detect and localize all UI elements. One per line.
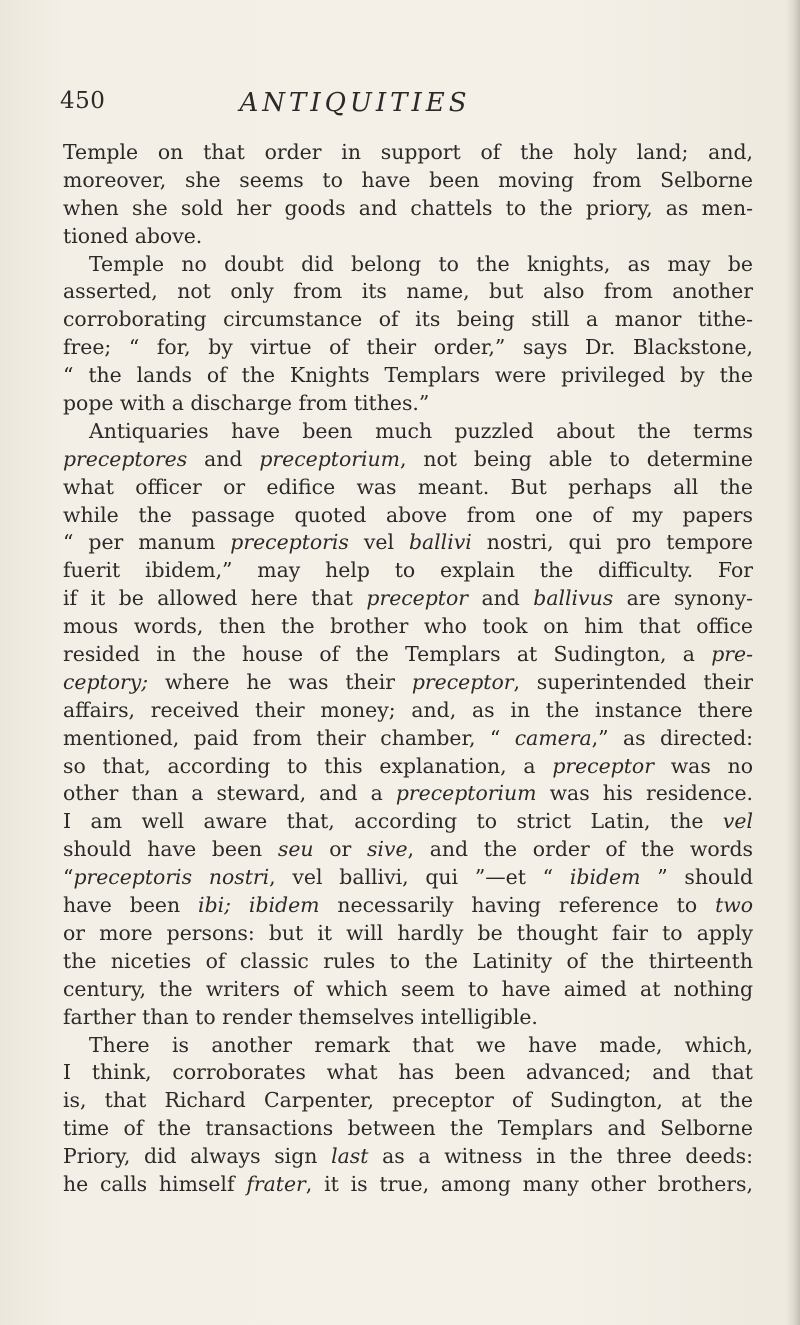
italic-text: ballivi — [408, 530, 472, 555]
italic-text: two — [715, 893, 753, 918]
text-span: , superintended their — [513, 669, 754, 694]
italic-text: pre- — [711, 642, 753, 667]
text-line — [63, 418, 753, 446]
text-line — [63, 836, 753, 864]
text-span: mentioned, paid from their chamber, “ — [63, 725, 515, 750]
text-line — [63, 780, 753, 808]
text-span: was his residence. — [536, 781, 753, 806]
italic-text: last — [331, 1144, 369, 1169]
text-span: what officer or edifice was meant. But perhaps all the — [63, 474, 753, 499]
text-span: when she sold her goods and chattels to the priory, as men- — [63, 195, 753, 220]
text-line — [63, 948, 753, 976]
text-line — [63, 753, 753, 781]
text-span: , not being able to determine — [399, 446, 753, 471]
text-line — [63, 1004, 753, 1032]
text-span: asserted, not only from its name, but also from another — [63, 279, 753, 304]
text-line — [63, 808, 753, 836]
text-line — [63, 1059, 753, 1087]
text-span: mous words, then the brother who took on him that office — [63, 614, 753, 639]
text-span: Temple on that order in support of the holy land; and, — [63, 140, 753, 164]
running-title: ANTIQUITIES — [239, 88, 471, 118]
text-span: , vel ballivi, qui ”—et “ — [269, 865, 570, 890]
text-line — [63, 334, 753, 362]
italic-text: preceptoris — [230, 530, 349, 555]
body-text — [63, 139, 753, 1199]
text-span: ,” as directed: — [591, 725, 754, 750]
text-line — [63, 1115, 753, 1143]
text-span: pope with a discharge from tithes.” — [63, 391, 430, 416]
italic-text: preceptorium — [259, 446, 400, 471]
text-line — [63, 557, 753, 585]
text-span: is, that Richard Carpenter, preceptor of Sudington, at the — [63, 1088, 753, 1113]
text-span: should have been — [63, 837, 278, 862]
italic-text: frater — [246, 1171, 306, 1196]
text-line — [63, 1143, 753, 1171]
italic-text: preceptorium — [395, 781, 537, 806]
text-span: while the passage quoted above from one of my papers — [63, 502, 753, 527]
text-span: “ per manum — [63, 530, 231, 555]
text-line — [63, 920, 753, 948]
text-line — [63, 167, 753, 195]
text-span: , it is true, among many other brothers, — [305, 1171, 753, 1196]
text-span: other than a steward, and a — [63, 781, 396, 806]
text-span: nostri, qui pro tempore — [471, 530, 753, 555]
text-span: affairs, received their money; and, as in the instance there — [63, 697, 753, 722]
text-span: resided in the house of the Templars at Sudington, a — [63, 642, 712, 667]
text-line — [63, 1032, 753, 1060]
text-span: “ — [63, 865, 74, 890]
text-span: are synony- — [613, 586, 753, 611]
text-line — [63, 725, 753, 753]
text-line — [63, 278, 753, 306]
text-span: necessarily having reference to — [319, 893, 716, 918]
text-span: where he was their — [148, 669, 412, 694]
text-line — [63, 474, 753, 502]
text-line — [63, 362, 753, 390]
italic-text: vel — [722, 809, 753, 834]
italic-text: preceptor — [366, 586, 469, 611]
text-line — [63, 195, 753, 223]
text-span: Priory, did always sign — [63, 1144, 332, 1169]
text-span: and — [187, 446, 260, 471]
text-span: was no — [653, 753, 753, 778]
italic-text: camera — [514, 725, 592, 750]
text-span: Temple no doubt did belong to the knights, as may be — [89, 251, 753, 276]
italic-text: preceptor — [411, 669, 514, 694]
text-span: corroborating circumstance of its being still a manor tithe- — [63, 307, 753, 332]
italic-text: preceptoris nostri — [73, 865, 270, 890]
text-span: if it be allowed here that — [63, 586, 367, 611]
text-span: ” should — [640, 865, 754, 890]
italic-text: sive — [366, 837, 408, 862]
text-span: I am well aware that, according to strict Latin, the — [63, 809, 723, 834]
text-span: have been — [63, 893, 199, 918]
text-span: and — [468, 586, 534, 611]
text-span: Antiquaries have been much puzzled about the terms — [89, 418, 753, 443]
text-line — [63, 585, 753, 613]
text-line — [63, 529, 753, 557]
text-line — [63, 502, 753, 530]
italic-text: ibidem — [569, 865, 641, 890]
text-line — [63, 139, 753, 167]
text-span: tioned above. — [63, 223, 203, 248]
text-span: free; “ for, by virtue of their order,” says Dr. Blackstone, — [63, 335, 753, 360]
text-span: as a witness in the three deeds: — [368, 1144, 753, 1169]
page-number: 450 — [60, 88, 106, 114]
text-span: farther than to render themselves intelligible. — [63, 1004, 538, 1029]
text-span: fuerit ibidem,” may help to explain the difficulty. For — [63, 558, 753, 583]
text-line — [63, 641, 753, 669]
text-line — [63, 223, 753, 251]
text-line — [63, 390, 753, 418]
italic-text: ballivus — [533, 586, 614, 611]
text-line — [63, 1171, 753, 1199]
text-span: century, the writers of which seem to have aimed at nothing — [63, 976, 753, 1001]
text-span: so that, according to this explanation, a — [63, 753, 553, 778]
text-span: There is another remark that we have made, which, — [89, 1032, 753, 1057]
text-span: the niceties of classic rules to the Latinity of the thirteenth — [63, 948, 753, 973]
text-span: or — [313, 837, 367, 862]
text-span: I think, corroborates what has been advanced; and that — [63, 1060, 753, 1085]
text-span: , and the order of the words — [407, 837, 753, 862]
text-span: “ the lands of the Knights Templars were privileged by the — [63, 363, 753, 388]
text-line — [63, 446, 753, 474]
text-line — [63, 613, 753, 641]
text-line — [63, 697, 753, 725]
text-line — [63, 669, 753, 697]
text-span: he calls himself — [63, 1171, 247, 1196]
text-line — [63, 306, 753, 334]
text-line — [63, 1087, 753, 1115]
page-header — [60, 88, 760, 128]
italic-text: ibi; ibidem — [198, 893, 320, 918]
text-span: moreover, she seems to have been moving from Selborne — [63, 167, 753, 192]
italic-text: ceptory; — [63, 669, 149, 694]
italic-text: seu — [277, 837, 314, 862]
text-line — [63, 864, 753, 892]
text-span: or more persons: but it will hardly be thought fair to apply — [63, 920, 753, 945]
page-edge-shadow — [786, 0, 800, 1325]
text-line — [63, 976, 753, 1004]
text-span: vel — [348, 530, 409, 555]
text-line — [63, 251, 753, 279]
italic-text: preceptores — [63, 446, 188, 471]
text-line — [63, 892, 753, 920]
italic-text: preceptor — [552, 753, 654, 778]
text-span: time of the transactions between the Templars and Selborne — [63, 1116, 753, 1141]
